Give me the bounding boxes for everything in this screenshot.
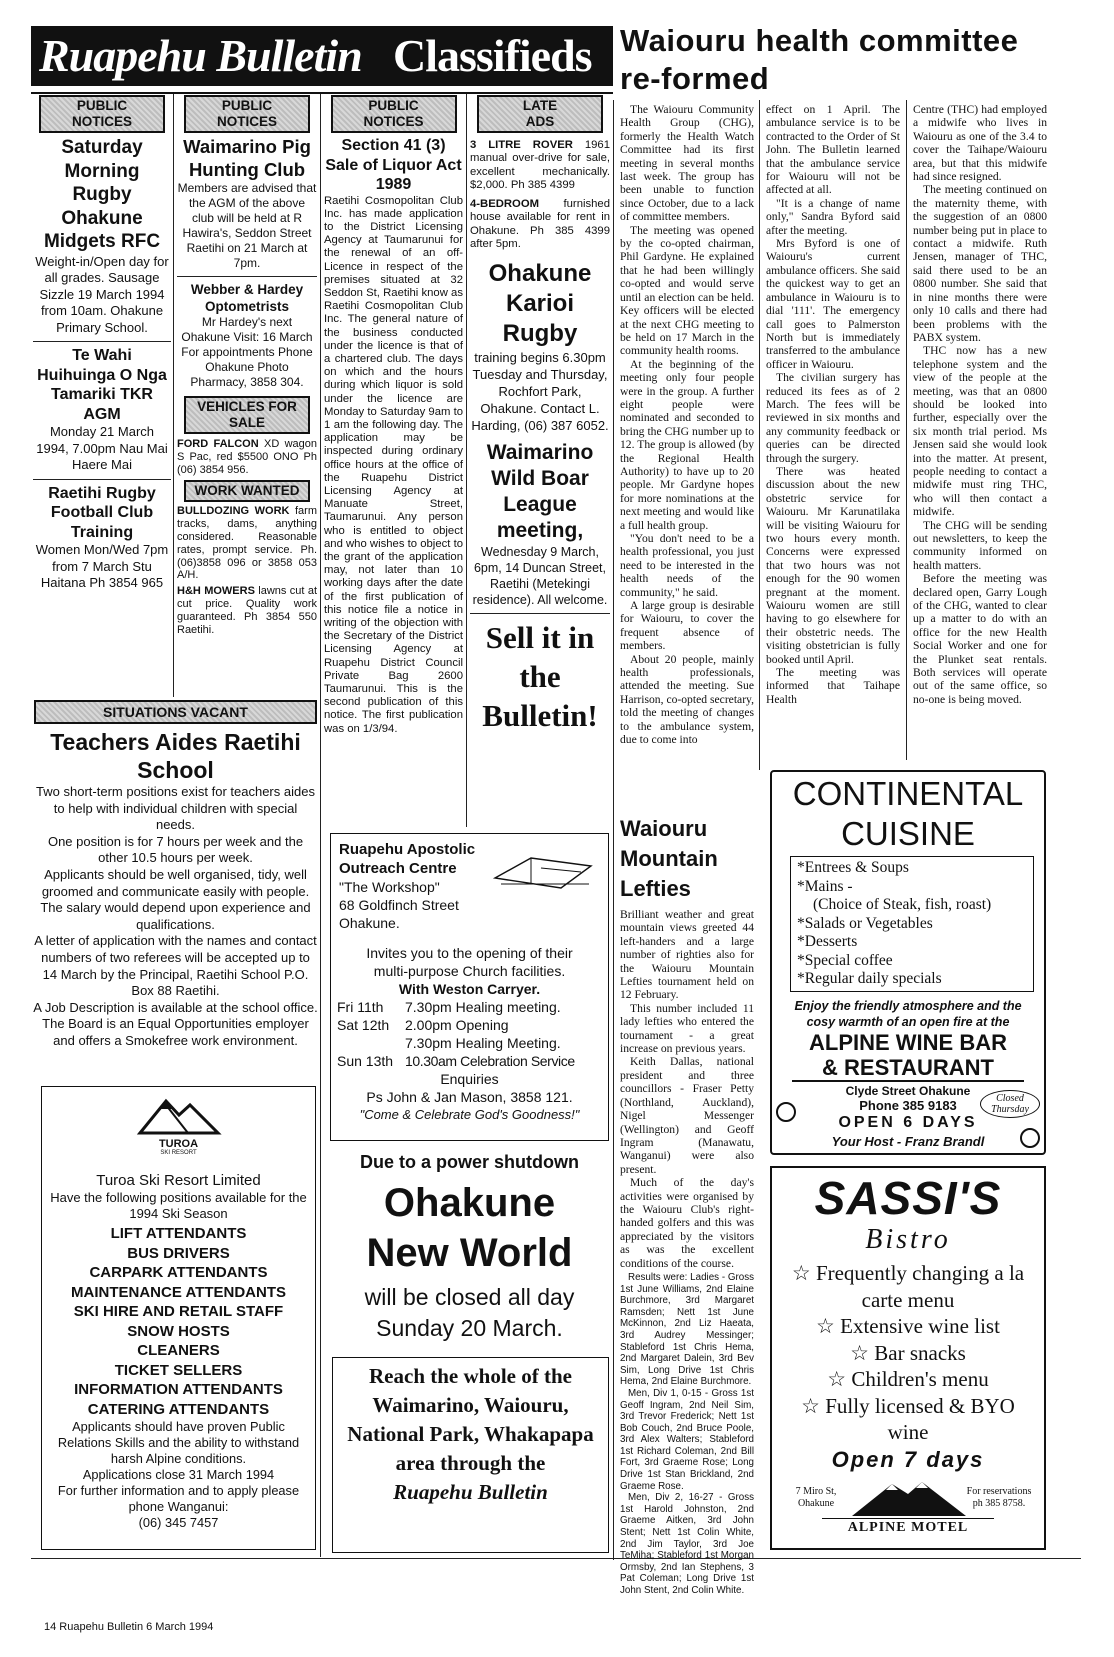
menu-item: *Regular daily specials <box>797 970 942 987</box>
golf-results: Men, Div 2, 16-27 - Gross 1st Harold Johnston, 2nd Graeme Aitken, 3rd John Stent; Nett 1st Colin White, 2nd Jim Taylor, 3rd Joe TeMiha; Stableford 1st Morgan Ormsby, 2nd Ian Stephens, 3 Pat Coleman; Long Drive 1st John Stent, 2nd Colin White. <box>620 1492 754 1596</box>
turoa-ad <box>41 1086 316 1550</box>
article-paragraph: Brilliant weather and great mountain views greeted 44 left-handers and a large number of righties also for the Waiouru Mountain Lefties tournament held on 12 February. <box>620 908 754 1002</box>
schedule-row <box>337 1016 575 1034</box>
ford-falcon-text: XD wagon S Pac, red $5500 ONO Ph (06) 3854 956. <box>177 438 317 476</box>
sassis-item-text: Children's menu <box>851 1367 989 1391</box>
rover-bold: 3 LITRE ROVER <box>470 139 573 151</box>
position-item: INFORMATION ATTENDANTS <box>74 1381 283 1398</box>
rover-text: 1961 manual over-drive for sale, excellent mechanically. $2,000. Ph 385 4399 <box>470 139 610 191</box>
raetihi-rugby-body: Women Mon/Wed 7pm from 7 March Stu Haitana Ph 3854 965 <box>35 542 169 590</box>
midgets-rugby-body: Weight-in/Open day for all grades. Sausage Sizzle 19 March 1994 from 10am. Ohakune Primary School. <box>35 253 169 335</box>
schedule-day <box>337 1034 405 1052</box>
article-paragraph: effect on 1 April. The ambulance service is to be contracted to the Order of St John. The Bulletin learned that the ambulance service for Waiouru will not be affected at all. <box>766 103 900 197</box>
turoa-positions <box>42 1224 315 1419</box>
position-item: CARPARK ATTENDANTS <box>89 1264 268 1281</box>
article-paragraph: A large group is desirable for Waiouru, to cover the frequent absence of members. <box>620 599 754 653</box>
newworld-line3: New World <box>366 1231 573 1275</box>
continental-title2: CUISINE <box>841 815 975 852</box>
position-item: SNOW HOSTS <box>127 1322 230 1340</box>
schedule-day: Sat 12th <box>337 1017 390 1033</box>
golf-results: Results were: Ladies - Gross 1st June Williams, 2nd Elaine Burchmore, 3rd Margaret Ramsden; Nett 1st June McKinnon, 2nd Liz Haeata, 3rd Audrey Messinger; Stableford 1st Chris Hema, 2nd Margaret Dalein, 3rd Bev Sim, Long Drive 1st Chris Hema, 2nd Elaine Burchmore. <box>620 1271 754 1388</box>
article-paragraph: There was heated discussion about the new obstetric service for Waiouru. Mr Karunatilaka will be visiting Waiouru for two hours every month. Concerns were expressed that two hours was not enough for the 90 women pregnant at the moment. Waiouru women are still having to go elsewhere for their obstetric needs. The visiting obstetrician is fully booked until April. <box>766 464 900 666</box>
alpine-wine-bar: ALPINE WINE BAR <box>809 1029 1007 1055</box>
article-paragraph: The civilian surgery has reduced its fees as of 2 March. The fees will be reviewed in six months and any community feedback or queries can be directed through the surgery. <box>766 371 900 465</box>
closed-thursday-stamp: Closed Thursday <box>980 1090 1040 1118</box>
bedroom-ad <box>470 198 610 251</box>
raetihi-rugby-title: Raetihi Rugby Football Club Training <box>48 484 156 541</box>
mowers-bold: H&H MOWERS <box>177 585 255 598</box>
schedule-event: 7.30pm Healing meeting. <box>405 999 561 1015</box>
boar-league-body: Wednesday 9 March, 6pm, 14 Duncan Street, Raetihi (Metekingi residence). All welcome. <box>472 545 608 608</box>
article-paragraph: Keith Dallas, national president and three councillors - Fraser Petty (Northland, Auckland), Nigel Messenger (Wellington) and Geoff Ingram (Manawatu, Wanganui) were also present. <box>620 1055 754 1176</box>
mowers-ad <box>177 585 317 636</box>
menu-item: *Special coffee <box>797 951 893 969</box>
schedule-row <box>337 1034 575 1052</box>
newworld-line5: Sunday 20 March. <box>376 1315 563 1341</box>
col-late-ads <box>470 95 610 735</box>
waiouru-col2 <box>766 103 900 706</box>
masthead <box>31 26 613 86</box>
continental-ad <box>770 770 1046 1155</box>
sassis-bistro: Bistro <box>865 1224 951 1255</box>
col-liquor-notice <box>324 95 463 736</box>
schedule-day: Fri 11th <box>337 999 384 1015</box>
sassis-footer <box>782 1476 1034 1540</box>
sassis-item <box>772 1366 1044 1393</box>
masthead-title: Ruapehu Bulletin <box>39 30 362 81</box>
article-paragraph: The meeting continued on the maternity theme, with the suggestion of an 0800 number being put in place to contact a midwife. Ruth Jensen, manager of THC, said there used to be an 0800 number. She said that in nine months there were only 10 calls and there had been problems with the PABX system. <box>913 183 1047 344</box>
page-footer: 14 Ruapehu Bulletin 6 March 1994 <box>44 1621 214 1633</box>
article-paragraph: Mrs Byford is one of Waiouru's current ambulance officers. She said the quickest way to get an ambulance in Waiouru is to dial '111'. The emergency call goes to Palmerston North but is immediately transferred to the ambulance officer in Waiouru. <box>766 237 900 371</box>
article-paragraph: About 20 people, mainly health professionals, attended the meeting. Sue Harrison, co-opted secretary, told the meeting of changes to the ambulance system, due to come into <box>620 652 754 747</box>
sassis-item <box>772 1313 1044 1340</box>
sassis-item <box>772 1260 1044 1313</box>
vehicles-for-sale-header: VEHICLES FOR SALE <box>184 396 310 434</box>
turoa-logo-sub: SKI RESORT <box>160 1149 197 1156</box>
newworld-line1: Due to a power shutdown <box>360 1152 579 1172</box>
position-item: SKI HIRE AND RETAIL STAFF <box>73 1303 284 1320</box>
sassis-menu <box>772 1260 1044 1446</box>
optometrists-title: Webber & Hardey Optometrists <box>190 282 304 314</box>
turoa-p1: Applicants should have proven Public Relations Skills and the ability to withstand harsh Alpine conditions. <box>57 1419 300 1466</box>
reach-ad <box>332 1357 609 1553</box>
apostolic-line3: Ohakune. <box>339 915 400 931</box>
star-icon: ☆ <box>801 1393 826 1418</box>
situations-vacant-header: SITUATIONS VACANT <box>34 700 317 724</box>
sassis-item <box>772 1393 1044 1446</box>
article-paragraph: "It is a change of name only," Sandra Byford said after the meeting. <box>766 196 900 237</box>
apostolic-ad <box>330 833 609 1141</box>
star-icon: ☆ <box>827 1367 852 1391</box>
bulldozing-bold: BULLDOZING WORK <box>177 505 290 518</box>
teachers-p2: One position is for 7 hours per week and the other 10.5 hours per week. <box>47 833 304 866</box>
pig-hunting-title: Waimarino Pig Hunting Club <box>183 136 311 180</box>
sassis-item-text: Extensive wine list <box>840 1314 1000 1338</box>
turoa-p2: Applications close 31 March 1994 <box>82 1467 275 1482</box>
apostolic-pastors: Ps John & Jan Mason, 3858 121. <box>366 1089 573 1105</box>
te-wahi-title: Te Wahi Huihuinga O Nga Tamariki TKR AGM <box>37 347 167 423</box>
waiouru-col3 <box>913 103 1047 706</box>
position-item: TICKET SELLERS <box>114 1361 243 1379</box>
position-item: CATERING ATTENDANTS <box>87 1400 270 1418</box>
te-wahi-body: Monday 21 March 1994, 7.00pm Nau Mai Haere Mai <box>36 424 168 472</box>
menu-item: *Desserts <box>797 933 858 950</box>
karioi-rugby-title: Ohakune Karioi Rugby <box>488 260 592 348</box>
continental-phone: Phone 385 9183 <box>859 1097 957 1113</box>
liquor-title: Section 41 (3) Sale of Liquor Act 1989 <box>325 137 462 193</box>
turoa-intro: Have the following positions available for the 1994 Ski Season <box>50 1190 307 1221</box>
article-paragraph: This number included 11 lady lefties who entered the tournament - a great increase on previous years. <box>620 1001 754 1056</box>
position-item: LIFT ATTENDANTS <box>110 1225 247 1242</box>
col-saturday-rugby <box>33 95 171 592</box>
public-notices-header: PUBLIC NOTICES <box>39 95 165 133</box>
menu-item: (Choice of Steak, fish, roast) <box>813 896 992 913</box>
article-paragraph: "You don't need to be a health professional, you just need to be interested in the health needs of the community," he said. <box>620 532 754 599</box>
sell-it-slogan: Sell it in the Bulletin! <box>482 620 598 734</box>
situations-vacant <box>33 700 318 1050</box>
turoa-logo <box>136 1095 222 1156</box>
boar-league-title: Waimarino Wild Boar League meeting, <box>486 441 594 543</box>
sassis-name: SASSI'S <box>814 1172 1002 1224</box>
continental-open: OPEN 6 DAYS <box>838 1113 978 1131</box>
apostolic-with: With Weston Carryer. <box>398 981 541 997</box>
lefties-article <box>620 814 754 1597</box>
continental-address: Clyde Street Ohakune <box>845 1083 971 1098</box>
ford-falcon-bold: FORD FALCON <box>177 438 259 450</box>
bulldozing-text: farm tracks, dams, anything considered. Reasonable rates, prompt service. Ph. (06)3858 096 or 3858 053 A/H. <box>177 505 318 582</box>
star-icon: ☆ <box>816 1314 841 1338</box>
sassis-ad <box>770 1166 1046 1550</box>
building-sketch-icon <box>491 848 596 894</box>
reach-bulletin: Ruapehu Bulletin <box>393 1480 548 1504</box>
position-item: BUS DRIVERS <box>127 1244 230 1262</box>
apostolic-enquiries: Enquiries <box>440 1071 499 1087</box>
teachers-aides-title: Teachers Aides Raetihi School <box>50 729 301 783</box>
article-paragraph: The meeting was opened by the co-opted chairman, Phil Gardyne. He explained that he had been willingly co-opted and would serve until an election can be held. Key officers will be elected at the next CHG meeting to be held on 17 March in the community health rooms. <box>620 223 754 358</box>
pig-hunting-body: Members are advised that the AGM of the above club will be held at R Hawira's, Seddon Street Raetihi on 21 March at 7pm. <box>177 181 317 270</box>
article-paragraph: Much of the day's activities were organised by the Waiouru Club's right-handed golfers and this was appreciated by the visitors as was the excellent conditions of the course. <box>620 1176 754 1270</box>
position-item: MAINTENANCE ATTENDANTS <box>71 1283 286 1301</box>
position-item: CLEANERS <box>137 1342 220 1359</box>
menu-item: *Salads or Vegetables <box>797 914 933 932</box>
turoa-p4: (06) 345 7457 <box>138 1515 219 1530</box>
schedule-event: 2.00pm Opening <box>405 1017 509 1033</box>
article-paragraph: The Waiouru Community Health Group (CHG), formerly the Health Watch Committee had its first meeting in several months last week. The group has been unable to function since October, due to a lack of committee members. <box>620 103 754 224</box>
public-notices-header: PUBLIC NOTICES <box>331 95 457 133</box>
teachers-p1: Two short-term positions exist for teachers aides to help with individual children with special needs. <box>36 784 315 833</box>
schedule-event: 10.30am Celebration Service <box>405 1053 575 1069</box>
rover-ad <box>470 139 610 192</box>
turoa-p3: For further information and to apply please phone Wanganui: <box>57 1483 300 1514</box>
sassis-reservations: For reservations ph 385 8758. <box>966 1486 1032 1509</box>
schedule-row <box>337 1052 575 1070</box>
sassis-address: 7 Miro St, Ohakune <box>795 1486 837 1509</box>
menu-item: *Mains - <box>797 877 853 895</box>
bedroom-text: furnished house available for rent in Ohakune. Ph 385 4399 after 5pm. <box>470 198 610 251</box>
optometrists-body: Mr Hardey's next Ohakune Visit: 16 March For appointments Phone Ohakune Photo Pharmacy, 3858 304. <box>181 315 313 389</box>
sassis-item <box>772 1340 1044 1367</box>
newworld-line4: will be closed all day <box>364 1284 575 1310</box>
article-paragraph: Before the meeting was declared open, Garry Lough of the CHG, wanted to clear up a matter to do with an office for the new Health Social Worker and one for the Plunket seat rentals. Both services will operate out of the same office, so no-one is being moved. <box>913 572 1047 706</box>
article-paragraph: The CHG will be sending out newsletters, to keep the community informed on health matters. <box>913 518 1047 572</box>
public-notices-header: PUBLIC NOTICES <box>184 95 310 133</box>
turoa-title: Turoa Ski Resort Limited <box>96 1172 261 1189</box>
teachers-p3: Applicants should be well organised, tidy, well groomed and communicate easily with people. The salary would depend upon experience and qualifications. <box>40 866 311 932</box>
turoa-logo-text: TUROA <box>158 1137 199 1150</box>
new-world-notice <box>330 1150 609 1344</box>
schedule-row <box>337 998 575 1016</box>
apostolic-invite: Invites you to the opening of their multi-purpose Church facilities. <box>366 945 573 979</box>
sassis-item-text: Fully licensed & BYO wine <box>825 1393 1015 1444</box>
karioi-rugby-body: training begins 6.30pm Tuesday and Thursday, Rochfort Park, Ohakune. Contact L. Harding, (06) 387 6052. <box>471 350 609 434</box>
ford-falcon-ad <box>177 438 317 476</box>
midgets-rugby-title: Saturday Morning Rugby Ohakune Midgets RFC <box>43 137 161 252</box>
reach-text: Reach the whole of the Waimarino, Waiouru, National Park, Whakapapa area through the <box>347 1364 594 1475</box>
sassis-item-text: Frequently changing a la carte menu <box>815 1261 1025 1312</box>
schedule-event: 7.30pm Healing Meeting. <box>405 1035 561 1051</box>
article-paragraph: THC now has a new telephone system and the view of the people at the meeting, was that an 0800 should be looked into further, especially over the six month trial period. Ms Jensen said she would look into the matter. At present, people needing to contact a midwife must ring THC, who will then contact a midwife. <box>913 344 1047 519</box>
newworld-line2: Ohakune <box>383 1181 556 1225</box>
star-icon: ☆ <box>791 1261 816 1285</box>
bolt-icon <box>1020 1128 1040 1148</box>
bolt-icon <box>776 1102 796 1122</box>
menu-item: *Entrees & Soups <box>797 859 909 876</box>
schedule-day: Sun 13th <box>337 1053 394 1069</box>
bedroom-bold: 4-BEDROOM <box>470 198 540 211</box>
work-wanted-header: WORK WANTED <box>184 480 310 502</box>
alpine-restaurant: & RESTAURANT <box>792 1055 1024 1082</box>
waiouru-col1 <box>620 103 754 747</box>
article-paragraph: At the beginning of the meeting only four people were in the group. A further eight people were nominated and seconded to bring the CHG number up to 12. The group is allowed (by the Regional Health Authority) to have up to 20 people. Mr Gardyne hopes for more nominations at the next meeting and would like a full health group. <box>620 357 754 532</box>
apostolic-line1: "The Workshop" <box>339 879 440 895</box>
apostolic-line2: 68 Goldfinch Street <box>339 897 459 913</box>
teachers-p5: A Job Description is available at the school office. The Board is an Equal Opportunities employer and offers a Smokefree work environment. <box>33 999 318 1048</box>
alpine-motel: ALPINE MOTEL <box>822 1518 994 1537</box>
apostolic-quote: "Come & Celebrate God's Goodness!" <box>359 1107 580 1122</box>
golf-results: Men, Div 1, 0-15 - Gross 1st Geoff Ingram, 2nd Neil Sim, 3rd Trevor Frederick; Nett 1st Bob Couch, 2nd Bruce Poole, 3rd Alex Walters; Stableford 1st Richard Coleman, 2nd Bill Fort, 3rd Graeme Rose; Long Drive 1st Stan Brickland, 2nd Graeme Rose. <box>620 1387 754 1492</box>
waiouru-headline: Waiouru health committee re-formed <box>620 23 1019 96</box>
article-paragraph: The meeting was informed that Taihape Health <box>766 666 900 706</box>
bulldozing-ad <box>177 505 317 582</box>
late-ads-header: LATE ADS <box>477 95 603 133</box>
mountain-icon <box>852 1476 966 1516</box>
continental-enjoy: Enjoy the friendly atmosphere and the cosy warmth of an open fire at the <box>794 998 1022 1029</box>
star-icon: ☆ <box>850 1340 875 1365</box>
mountain-logo-icon <box>136 1095 222 1135</box>
liquor-body: Raetihi Cosmopolitan Club Inc. has made application to the District Licensing Agency at Taumarunui for the renewal of an off-Licence in respect of the premises situated at 32 Seddon St, Raetihi know as Raetihi Cosmopolitan Club Inc. The general nature of the business conducted under the licence is that of a chartered club. The days on which and the hours during which liquor is sold under the licence are Monday to Saturday 9am to 1 am the following day. The application may be inspected during ordinary office hours at the office of the Ruapehu District Licensing Agency at Manuate Street, Taumarunui. Any person who is entitled to object and who wishes to object to the grant of the application may, not later than 10 working days after the date of the first publication of this notice file a notice in writing of the objection with the Secretary of the District Licensing Agency at Ruapehu District Council Private Bag 2600 Taumarunui. This is the second publication of this notice. The first publication was on 1/3/94. <box>324 194 463 735</box>
sassis-open: Open 7 days <box>831 1446 985 1472</box>
lefties-headline: Waiouru Mountain Lefties <box>620 816 718 901</box>
continental-title1: CONTINENTAL <box>792 775 1024 812</box>
col-pig-hunting <box>177 95 317 636</box>
apostolic-title: Ruapehu Apostolic Outreach Centre <box>339 841 476 877</box>
sassis-item-text: Bar snacks <box>874 1340 966 1365</box>
apostolic-schedule <box>337 998 575 1070</box>
continental-menu <box>790 856 1034 992</box>
mowers-text: lawns cut at cut price. Quality work guaranteed. Ph 3854 550 Raetihi. <box>177 585 317 636</box>
continental-host: Your Host - Franz Brandl <box>831 1133 985 1149</box>
masthead-classifieds: Classifieds <box>393 30 592 81</box>
teachers-p4: A letter of application with the names and contact numbers of two referees will be accepted up to 14 March by the Principal, Raetihi School P.O. Box 88 Raetihi. <box>34 933 317 999</box>
article-paragraph: Centre (THC) had employed a midwife who lives in Waiouru as one of the 3.4 to cover the Taihape/Waiouru area, but that this midwife had since resigned. <box>913 103 1047 184</box>
